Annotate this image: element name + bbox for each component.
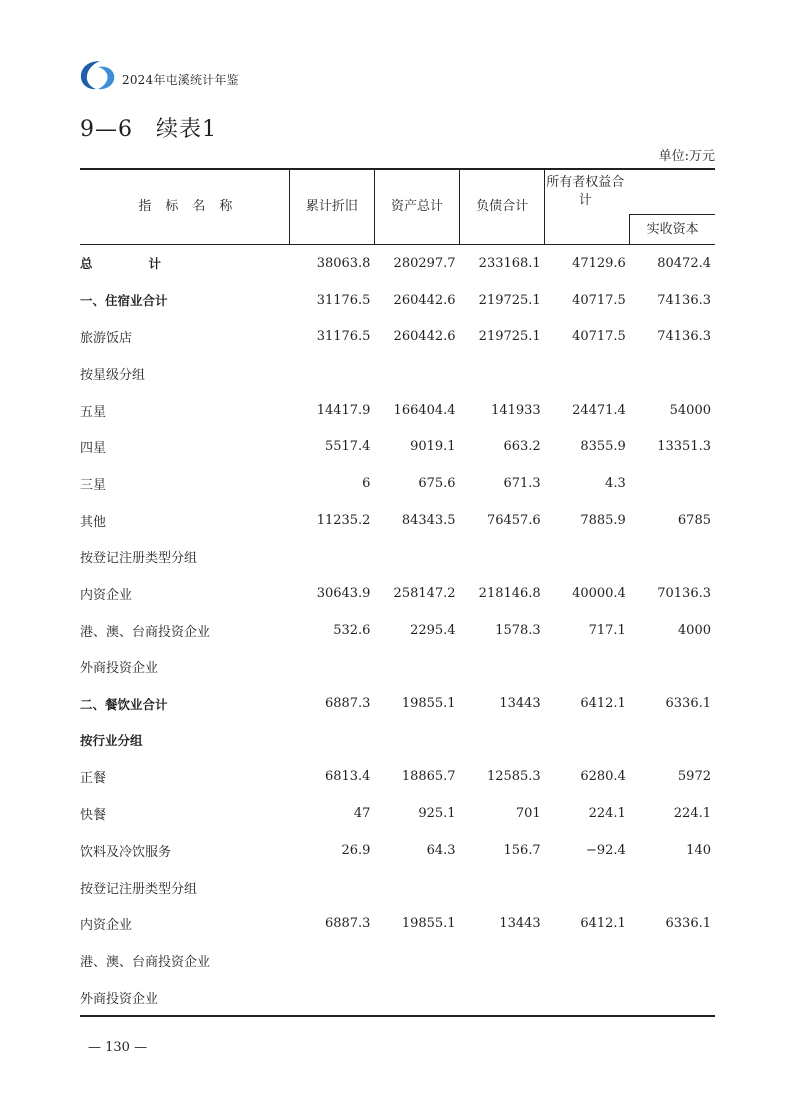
cell-value: −92.4 bbox=[585, 842, 626, 858]
column-header-assets: 资产总计 bbox=[374, 169, 459, 245]
cell-value: 14417.9 bbox=[316, 402, 371, 418]
cell-value bbox=[460, 979, 545, 1017]
cell-value: 717.1 bbox=[588, 622, 626, 638]
row-label: 正餐 bbox=[80, 771, 107, 787]
cell-value bbox=[545, 355, 630, 392]
column-header-liabilities: 负债合计 bbox=[460, 169, 545, 245]
row-label: 按登记注册类型分组 bbox=[80, 881, 198, 897]
table-row bbox=[80, 685, 715, 722]
cell-value bbox=[630, 465, 715, 502]
cell-value bbox=[630, 869, 715, 906]
cell-value: 260442.6 bbox=[393, 292, 456, 308]
cell-value bbox=[630, 539, 715, 576]
cell-value bbox=[460, 869, 545, 906]
cell-value bbox=[545, 722, 630, 759]
cell-value: 5972 bbox=[677, 769, 711, 785]
row-label bbox=[80, 245, 289, 282]
cell-value: 70136.3 bbox=[657, 586, 711, 602]
cell-value: 233168.1 bbox=[478, 255, 541, 271]
row-label: 按行业分组 bbox=[80, 733, 143, 749]
cell-value bbox=[545, 979, 630, 1017]
table-row bbox=[80, 722, 715, 759]
cell-value bbox=[289, 539, 374, 576]
cell-value: 13443 bbox=[499, 696, 541, 712]
cell-value: 64.3 bbox=[426, 842, 456, 858]
cell-value: 663.2 bbox=[503, 439, 541, 455]
row-label: 五星 bbox=[80, 404, 107, 420]
cell-value: 925.1 bbox=[418, 806, 456, 822]
cell-value bbox=[545, 869, 630, 906]
cell-value bbox=[374, 979, 459, 1017]
cell-value: 40000.4 bbox=[572, 586, 626, 602]
cell-value: 40717.5 bbox=[572, 329, 626, 345]
cell-value: 6887.3 bbox=[324, 696, 371, 712]
cell-value: 11235.2 bbox=[316, 512, 371, 528]
book-title: 2024年屯溪统计年鉴 bbox=[122, 73, 239, 87]
cell-value: 6813.4 bbox=[324, 769, 371, 785]
row-label: 内资企业 bbox=[80, 918, 133, 934]
column-header-depreciation: 累计折旧 bbox=[289, 169, 374, 245]
cell-value: 6336.1 bbox=[665, 696, 711, 712]
cell-value bbox=[630, 649, 715, 686]
row-label: 快餐 bbox=[80, 808, 107, 824]
cell-value: 80472.4 bbox=[657, 255, 711, 271]
cell-value: 19855.1 bbox=[401, 916, 456, 932]
cell-value bbox=[460, 649, 545, 686]
table-row bbox=[80, 245, 715, 282]
cell-value: 4.3 bbox=[605, 475, 626, 491]
cell-value: 47 bbox=[353, 806, 371, 822]
row-label: 饮料及冷饮服务 bbox=[80, 844, 172, 860]
cell-value: 47129.6 bbox=[572, 255, 626, 271]
cell-value: 6 bbox=[362, 475, 371, 491]
cell-value: 219725.1 bbox=[478, 292, 541, 308]
cell-value bbox=[289, 942, 374, 979]
row-label: 二、餐饮业合计 bbox=[80, 696, 168, 712]
column-header-owners-equity: 所有者权益合计 bbox=[545, 169, 715, 215]
cell-value: 13443 bbox=[499, 916, 541, 932]
column-header-paid-in-capital: 实收资本 bbox=[630, 215, 715, 245]
table-row bbox=[80, 392, 715, 429]
cell-value: 140 bbox=[686, 842, 711, 858]
cell-value: 260442.6 bbox=[393, 329, 456, 345]
cell-value: 6412.1 bbox=[580, 696, 626, 712]
row-label: 港、澳、台商投资企业 bbox=[80, 624, 211, 640]
row-label: 外商投资企业 bbox=[80, 661, 159, 677]
row-label: 旅游饭店 bbox=[80, 331, 133, 347]
cell-value bbox=[545, 649, 630, 686]
cell-value: 12585.3 bbox=[486, 769, 541, 785]
cell-value: 280297.7 bbox=[393, 255, 456, 271]
table-row bbox=[80, 502, 715, 539]
row-label: 按星级分组 bbox=[80, 367, 146, 383]
table-row bbox=[80, 905, 715, 942]
cell-value: 6785 bbox=[677, 512, 711, 528]
row-label-part: 计 bbox=[148, 256, 162, 272]
cell-value: 156.7 bbox=[503, 842, 541, 858]
cell-value: 166404.4 bbox=[393, 402, 456, 418]
cell-value: 224.1 bbox=[673, 806, 711, 822]
table-row bbox=[80, 942, 715, 979]
cell-value: 224.1 bbox=[588, 806, 626, 822]
cell-value bbox=[374, 869, 459, 906]
cell-value bbox=[630, 355, 715, 392]
page-header bbox=[78, 58, 718, 94]
row-label: 三星 bbox=[80, 477, 107, 493]
cell-value: 2295.4 bbox=[410, 622, 456, 638]
cell-value: 532.6 bbox=[333, 622, 371, 638]
cell-value: 6336.1 bbox=[665, 916, 711, 932]
table-body bbox=[80, 245, 715, 1017]
cell-value: 258147.2 bbox=[393, 586, 456, 602]
table-row bbox=[80, 649, 715, 686]
cell-value: 31176.5 bbox=[316, 329, 371, 345]
row-label: 外商投资企业 bbox=[80, 991, 159, 1007]
cell-value: 7885.9 bbox=[580, 512, 626, 528]
cell-value: 13351.3 bbox=[657, 439, 711, 455]
table-row bbox=[80, 832, 715, 869]
cell-value: 9019.1 bbox=[410, 439, 456, 455]
row-label: 其他 bbox=[80, 514, 107, 530]
unit-label: 单位:万元 bbox=[658, 149, 715, 164]
yearbook-logo-icon bbox=[78, 58, 118, 92]
cell-value: 26.9 bbox=[341, 842, 371, 858]
cell-value: 6412.1 bbox=[580, 916, 626, 932]
table-row bbox=[80, 282, 715, 319]
table-row bbox=[80, 318, 715, 355]
cell-value bbox=[545, 942, 630, 979]
cell-value: 84343.5 bbox=[401, 512, 456, 528]
cell-value bbox=[545, 539, 630, 576]
cell-value bbox=[460, 942, 545, 979]
cell-value bbox=[289, 649, 374, 686]
cell-value: 141933 bbox=[491, 402, 541, 418]
cell-value: 30643.9 bbox=[316, 586, 371, 602]
row-label: 内资企业 bbox=[80, 588, 133, 604]
cell-value: 18865.7 bbox=[401, 769, 456, 785]
row-label: 按登记注册类型分组 bbox=[80, 551, 198, 567]
cell-value bbox=[460, 722, 545, 759]
cell-value: 6280.4 bbox=[580, 769, 626, 785]
cell-value: 5517.4 bbox=[324, 439, 371, 455]
cell-value: 74136.3 bbox=[657, 329, 711, 345]
cell-value: 219725.1 bbox=[478, 329, 541, 345]
cell-value bbox=[374, 539, 459, 576]
table-row bbox=[80, 575, 715, 612]
cell-value bbox=[630, 979, 715, 1017]
cell-value: 1578.3 bbox=[495, 622, 541, 638]
cell-value bbox=[374, 649, 459, 686]
cell-value: 671.3 bbox=[503, 475, 541, 491]
cell-value: 40717.5 bbox=[572, 292, 626, 308]
row-label: 一、住宿业合计 bbox=[80, 293, 168, 309]
cell-value bbox=[374, 722, 459, 759]
table-row bbox=[80, 539, 715, 576]
table-row bbox=[80, 465, 715, 502]
table-row bbox=[80, 869, 715, 906]
cell-value: 31176.5 bbox=[316, 292, 371, 308]
cell-value bbox=[289, 355, 374, 392]
table-row bbox=[80, 759, 715, 796]
cell-value bbox=[289, 979, 374, 1017]
cell-value: 74136.3 bbox=[657, 292, 711, 308]
cell-value bbox=[374, 355, 459, 392]
table-row bbox=[80, 979, 715, 1017]
cell-value bbox=[289, 722, 374, 759]
cell-value bbox=[630, 942, 715, 979]
cell-value: 54000 bbox=[669, 402, 711, 418]
row-label-part: 总 bbox=[80, 256, 93, 272]
cell-value: 38063.8 bbox=[316, 255, 371, 271]
row-label: 港、澳、台商投资企业 bbox=[80, 954, 211, 970]
row-label: 四星 bbox=[80, 441, 107, 457]
cell-value: 24471.4 bbox=[572, 402, 626, 418]
cell-value: 701 bbox=[515, 806, 541, 822]
column-header-name: 指标名称 bbox=[80, 169, 289, 245]
cell-value bbox=[460, 539, 545, 576]
cell-value: 4000 bbox=[677, 622, 711, 638]
table-row bbox=[80, 612, 715, 649]
cell-value bbox=[289, 869, 374, 906]
cell-value: 6887.3 bbox=[324, 916, 371, 932]
table-row bbox=[80, 355, 715, 392]
table-row bbox=[80, 795, 715, 832]
cell-value bbox=[460, 355, 545, 392]
cell-value bbox=[374, 942, 459, 979]
cell-value: 218146.8 bbox=[478, 586, 541, 602]
cell-value: 19855.1 bbox=[401, 696, 456, 712]
statistics-table bbox=[80, 168, 715, 1017]
cell-value: 8355.9 bbox=[580, 439, 626, 455]
table-title: 9—6 续表1 bbox=[80, 117, 217, 142]
cell-value: 675.6 bbox=[418, 475, 456, 491]
page-number: — 130 — bbox=[88, 1040, 148, 1055]
cell-value bbox=[630, 722, 715, 759]
table-row bbox=[80, 428, 715, 465]
cell-value: 76457.6 bbox=[486, 512, 541, 528]
